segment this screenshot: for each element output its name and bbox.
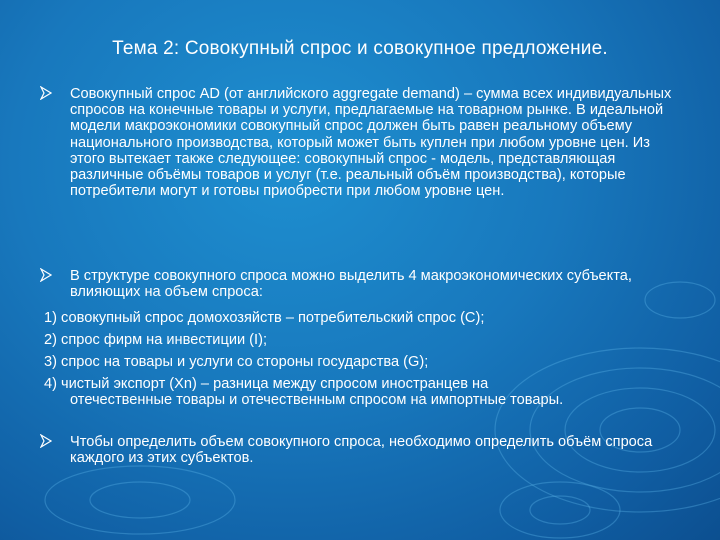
slide-title: Тема 2: Совокупный спрос и совокупное предложение. xyxy=(112,38,608,59)
list-item: 4) чистый экспорт (Xn) – разница между спросом иностранцев на xyxy=(44,376,489,392)
list-item: 1) совокупный спрос домохозяйств – потребительский спрос (C); xyxy=(44,310,485,326)
list-item: 2) спрос фирм на инвестиции (I); xyxy=(44,332,268,348)
paragraph-aggregate-demand: Совокупный спрос AD (от английского aggregate demand) – сумма всех индивидуальных спросов на конечные товары и услуги, предлагаемые на товарном рынке. В идеальной модели макроэкономики совокупный спрос должен быть равен реальному объему национального производства, который может быть куплен при любом уровне цен. Из этого вытекает также следующее: совокупный спрос - модель, представляющая различные объёмы товаров и услуг (т.е. реальный объём производства), которые потребители могут и готовы приобрести при любом уровне цен. xyxy=(70,86,672,200)
arrow-bullet-icon xyxy=(40,86,54,102)
paragraph-determine-demand: Чтобы определить объем совокупного спроса, необходимо определить объём спроса каждого из этих субъектов. xyxy=(70,434,653,467)
paragraph-structure-intro: В структуре совокупного спроса можно выделить 4 макроэкономических субъекта, влияющих на объем спроса: xyxy=(70,268,632,301)
list-item-continuation: отечественные товары и отечественным спросом на импортные товары. xyxy=(70,392,564,408)
list-item: 3) спрос на товары и услуги со стороны государства (G); xyxy=(44,354,429,370)
arrow-bullet-icon xyxy=(40,268,54,284)
arrow-bullet-icon xyxy=(40,434,54,450)
